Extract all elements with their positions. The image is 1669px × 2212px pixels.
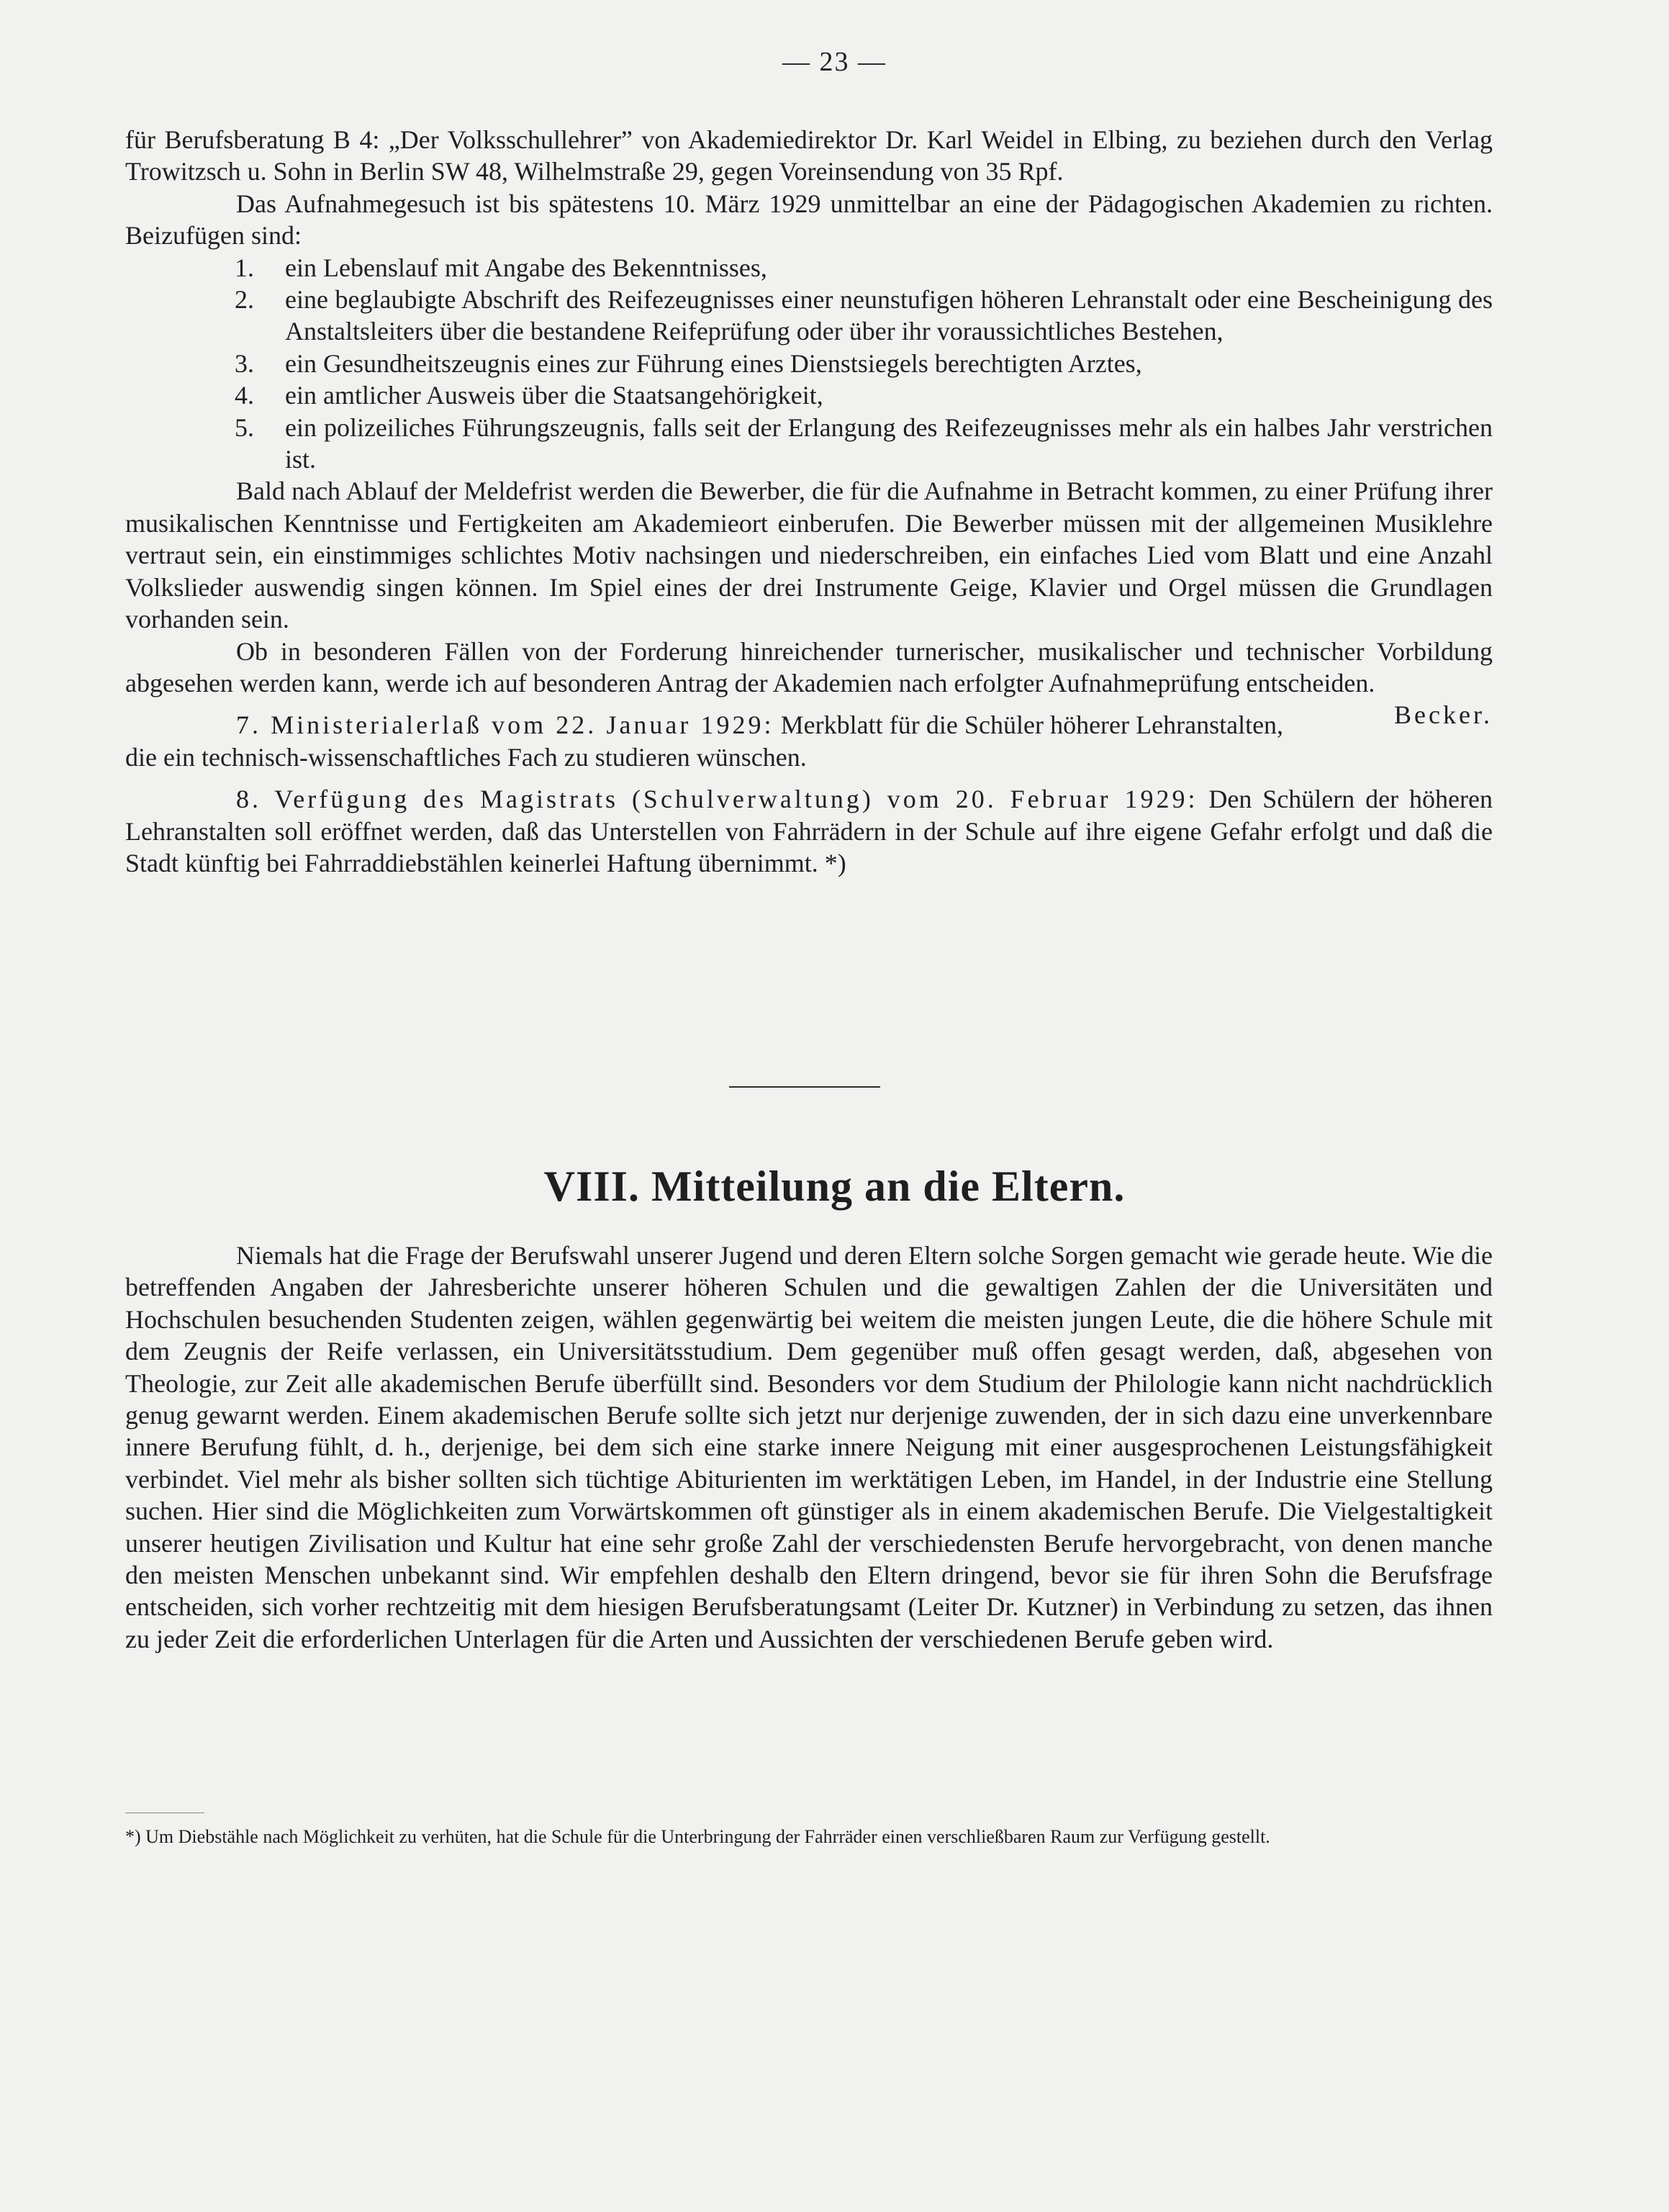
list-item: [125, 412, 1493, 476]
item-8-paragraph: [125, 783, 1493, 879]
attachments-list: [125, 252, 1493, 476]
list-item-text: ein amtlicher Ausweis über die Staatsangehörigkeit,: [285, 381, 823, 410]
list-item-number: 1.: [235, 253, 254, 282]
list-item-text: ein polizeiliches Führungszeugnis, falls seit der Erlangung des Reifezeugnisses mehr als ein halbes Jahr verstrichen ist.: [285, 412, 1493, 474]
exam-paragraph: Bald nach Ablauf der Meldefrist werden die Bewerber, die für die Aufnahme in Betracht kommen, zu einer Prüfung ihrer musikalischen Kenntnisse und Fertigkeiten am Akademieort einberufen. Die Bewerber müssen mit der allgemeinen Musiklehre vertraut sein, ein einstimmiges schlichtes Motiv nachsingen und niederschreiben, ein einfaches Lied vom Blatt und eine Anzahl Volkslieder auswendig singen können. Im Spiel eines der drei Instrumente Geige, Klavier und Orgel müssen die Grundlagen vorhanden sein.: [125, 477, 1493, 634]
footnote: *) Um Diebstähle nach Möglichkeit zu verhüten, hat die Schule für die Unterbringung der Fahrräder einen verschließbaren Raum zur Verfügung gestellt.: [125, 1826, 1270, 1847]
section-body-paragraph: Niemals hat die Frage der Berufswahl unserer Jugend und deren Eltern solche Sorgen gemacht wie gerade heute. Wie die betreffenden Angaben der Jahresberichte unserer höheren Schulen und die gewaltigen Zahlen der die Universitäten und Hochschulen besuchenden Studenten zeigen, wählen gegenwärtig bei weitem die meisten jungen Leute, die die höhere Schule mit dem Zeugnis der Reife verlassen, ein Universitätsstudium. Dem gegenüber muß offen gesagt werden, daß, abgesehen von Theologie, zur Zeit alle akademischen Berufe überfüllt sind. Besonders vor dem Studium der Philologie kann nicht nachdrücklich genug gewarnt werden. Einem akademischen Berufe sollte sich jetzt nur derjenige zuwenden, der in sich dazu eine unverkennbare innere Berufung fühlt, d. h., derjenige, bei dem sich eine starke innere Neigung mit einer ausgesprochenen Leistungsfähigkeit verbindet. Viel mehr als bisher sollten sich tüchtige Abiturienten im werktätigen Leben, im Handel, in der Industrie eine Stellung suchen. Hier sind die Möglichkeiten zum Vorwärtskommen oft günstiger als in einem akademischen Berufe. Die Vielgestaltigkeit unserer heutigen Zivilisation und Kultur hat eine sehr große Zahl der verschiedensten Berufe hervorgebracht, von denen manche den meisten Menschen unbekannt sind. Wir empfehlen deshalb den Eltern dringend, bevor sie für ihren Sohn die Berufsfrage entscheiden, sich vorher rechtzeitig mit dem hiesigen Berufsberatungsamt (Leiter Dr. Kutzner) in Verbindung zu setzen, das ihnen zu jeder Zeit die erforderlichen Unterlagen für die Arten und Aussichten der verschiedenen Berufe geben wird.: [125, 1241, 1493, 1653]
page-number: — 23 —: [782, 47, 887, 77]
item-8-text: Den Schülern der höheren Lehranstalten soll eröffnet werden, daß das Unterstellen von Fahrrädern in der Schule auf ihre eigene Gefahr erfolgt und daß die Stadt künftig bei Fahrraddiebstählen keinerlei Haftung übernimmt. *): [125, 785, 1493, 877]
list-item-text: eine beglaubigte Abschrift des Reifezeugnisses einer neunstufigen höheren Lehranstalt oder eine Bescheinigung des Anstaltsleiters über die bestandene Reifeprüfung oder über ihr voraussichtliches Bestehen,: [285, 285, 1493, 346]
item-8-lead: 8. Verfügung des Magistrats (Schulverwaltung) vom 20. Februar 1929:: [236, 785, 1198, 814]
waiver-text: Ob in besonderen Fällen von der Forderung hinreichender turnerischer, musikalischer und technischer Vorbildung abgesehen werden kann, werde ich auf besonderen Antrag der Akademien nach erfolgter Aufnahmeprüfung entscheiden.: [125, 636, 1493, 698]
item-7-lead: 7. Ministerialerlaß vom 22. Januar 1929:: [236, 710, 774, 740]
signature: Becker.: [1394, 700, 1493, 730]
list-item: [125, 252, 1493, 284]
intro-paragraph: für Berufsberatung B 4: „Der Volksschullehrer” von Akademiedirektor Dr. Karl Weidel in Elbing, zu beziehen durch den Verlag Trowitzsch u. Sohn in Berlin SW 48, Wilhelmstraße 29, gegen Voreinsendung von 35 Rpf.: [125, 125, 1493, 186]
list-item: [125, 348, 1493, 379]
item-7-text: Merkblatt für die Schüler höherer Lehranstalten, die ein technisch-wissenschaftliches Fach zu studieren wünschen.: [125, 710, 1284, 772]
section-heading: VIII. Mitteilung an die Eltern.: [543, 1163, 1126, 1210]
application-paragraph: Das Aufnahmegesuch ist bis spätestens 10. März 1929 unmittelbar an eine der Pädagogischen Akademien zu richten. Beizufügen sind:: [125, 189, 1493, 250]
list-item-number: 3.: [235, 348, 254, 378]
list-item-number: 4.: [235, 381, 254, 410]
upper-text-block: [125, 124, 1493, 879]
spacer: [125, 773, 1493, 783]
list-item: [125, 284, 1493, 348]
list-item-text: ein Gesundheitszeugnis eines zur Führung eines Dienstsiegels berechtigten Arztes,: [285, 348, 1142, 378]
list-item-text: ein Lebenslauf mit Angabe des Bekenntnisses,: [285, 253, 767, 282]
section-divider: [729, 1086, 880, 1088]
list-item-number: 5.: [235, 412, 254, 442]
list-item-number: 2.: [235, 285, 254, 315]
list-item: [125, 379, 1493, 411]
lower-text-block: [125, 1240, 1493, 1655]
